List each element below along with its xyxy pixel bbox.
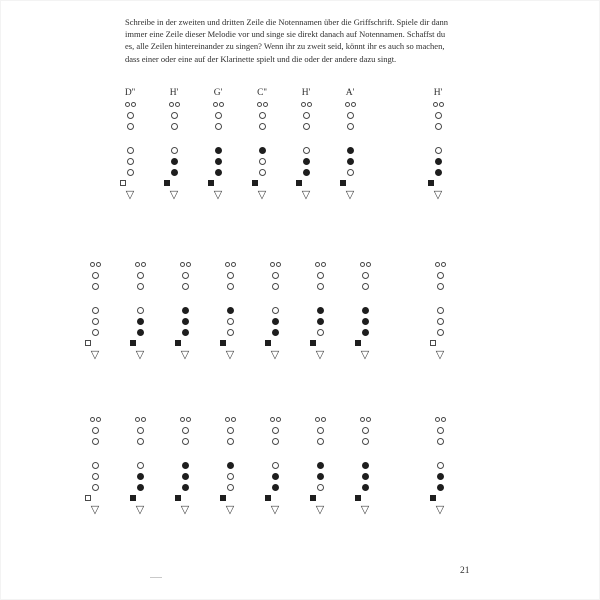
- fingering-column: [337, 88, 363, 200]
- tone-hole-open-icon: [92, 427, 99, 434]
- fingering-column: [205, 88, 231, 200]
- tone-hole-open-icon: [272, 307, 279, 314]
- key-square-closed-icon: [265, 495, 271, 501]
- bell-triangle-icon: ▽: [169, 188, 179, 201]
- small-hole-open-icon: [96, 417, 101, 422]
- small-hole-open-icon: [175, 102, 180, 107]
- small-hole-open-icon: [276, 262, 281, 267]
- tone-hole-closed-icon: [362, 307, 369, 314]
- small-hole-open-icon: [141, 262, 146, 267]
- double-hole-pair-icon: [225, 262, 236, 267]
- tone-hole-open-icon: [362, 272, 369, 279]
- tone-hole-open-icon: [127, 158, 134, 165]
- key-square-open-icon: [120, 180, 126, 186]
- tone-hole-open-icon: [92, 283, 99, 290]
- bell-triangle-icon: ▽: [225, 348, 235, 361]
- bell-triangle-icon: ▽: [345, 188, 355, 201]
- bell-triangle-icon: ▽: [315, 348, 325, 361]
- tone-hole-closed-icon: [272, 473, 279, 480]
- tone-hole-closed-icon: [272, 329, 279, 336]
- double-hole-pair-icon: [169, 102, 180, 107]
- double-hole-pair-icon: [435, 417, 446, 422]
- double-hole-pair-icon: [270, 262, 281, 267]
- bell-triangle-icon: ▽: [213, 188, 223, 201]
- small-hole-open-icon: [141, 417, 146, 422]
- note-name-label: A': [345, 88, 355, 98]
- fingering-column: [352, 417, 378, 515]
- note-name-label: G': [213, 88, 223, 98]
- tone-hole-open-icon: [127, 169, 134, 176]
- tone-hole-open-icon: [317, 283, 324, 290]
- small-hole-open-icon: [345, 102, 350, 107]
- double-hole-pair-icon: [345, 102, 356, 107]
- tone-hole-open-icon: [171, 123, 178, 130]
- key-square-closed-icon: [130, 340, 136, 346]
- tone-hole-closed-icon: [347, 147, 354, 154]
- tone-hole-closed-icon: [182, 473, 189, 480]
- small-hole-open-icon: [270, 417, 275, 422]
- small-hole-open-icon: [435, 417, 440, 422]
- tone-hole-closed-icon: [215, 147, 222, 154]
- note-name-label: H': [433, 88, 443, 98]
- tone-hole-closed-icon: [437, 473, 444, 480]
- small-hole-open-icon: [131, 102, 136, 107]
- small-hole-open-icon: [263, 102, 268, 107]
- tone-hole-open-icon: [303, 112, 310, 119]
- tone-hole-open-icon: [435, 112, 442, 119]
- fingering-column: [293, 88, 319, 200]
- bell-triangle-icon: ▽: [90, 503, 100, 516]
- tone-hole-open-icon: [227, 438, 234, 445]
- bell-triangle-icon: ▽: [180, 348, 190, 361]
- tone-hole-open-icon: [272, 438, 279, 445]
- small-hole-open-icon: [186, 262, 191, 267]
- double-hole-pair-icon: [315, 262, 326, 267]
- small-hole-open-icon: [225, 417, 230, 422]
- fingering-column: [217, 262, 243, 360]
- small-hole-open-icon: [439, 102, 444, 107]
- tone-hole-closed-icon: [137, 329, 144, 336]
- small-hole-open-icon: [90, 417, 95, 422]
- key-square-closed-icon: [428, 180, 434, 186]
- tone-hole-open-icon: [171, 112, 178, 119]
- small-hole-open-icon: [180, 417, 185, 422]
- small-hole-open-icon: [169, 102, 174, 107]
- key-square-closed-icon: [355, 340, 361, 346]
- double-hole-pair-icon: [301, 102, 312, 107]
- tone-hole-open-icon: [437, 272, 444, 279]
- tone-hole-open-icon: [435, 123, 442, 130]
- instruction-line: immer eine Zeile dieser Melodie vor und singe sie direkt danach auf Notennamen. Schaffst du: [125, 29, 446, 40]
- fingering-column: [307, 262, 333, 360]
- small-hole-open-icon: [360, 262, 365, 267]
- fingering-column: [82, 417, 108, 515]
- fingering-column: [127, 417, 153, 515]
- tone-hole-open-icon: [227, 272, 234, 279]
- tone-hole-closed-icon: [182, 318, 189, 325]
- small-hole-open-icon: [125, 102, 130, 107]
- tone-hole-closed-icon: [137, 473, 144, 480]
- tone-hole-open-icon: [127, 112, 134, 119]
- tone-hole-open-icon: [182, 438, 189, 445]
- bell-triangle-icon: ▽: [270, 503, 280, 516]
- bell-triangle-icon: ▽: [315, 503, 325, 516]
- bell-triangle-icon: ▽: [90, 348, 100, 361]
- double-hole-pair-icon: [180, 262, 191, 267]
- tone-hole-open-icon: [215, 112, 222, 119]
- tone-hole-open-icon: [182, 272, 189, 279]
- tone-hole-closed-icon: [182, 329, 189, 336]
- tone-hole-open-icon: [182, 283, 189, 290]
- tone-hole-open-icon: [317, 329, 324, 336]
- tone-hole-closed-icon: [437, 484, 444, 491]
- tone-hole-closed-icon: [362, 318, 369, 325]
- key-square-closed-icon: [265, 340, 271, 346]
- tone-hole-open-icon: [347, 123, 354, 130]
- double-hole-pair-icon: [225, 417, 236, 422]
- tone-hole-open-icon: [227, 484, 234, 491]
- tone-hole-open-icon: [317, 427, 324, 434]
- tone-hole-closed-icon: [182, 307, 189, 314]
- small-hole-open-icon: [315, 262, 320, 267]
- small-hole-open-icon: [225, 262, 230, 267]
- bell-triangle-icon: ▽: [180, 503, 190, 516]
- fingering-column: [307, 417, 333, 515]
- key-square-closed-icon: [130, 495, 136, 501]
- note-name-label: H': [301, 88, 311, 98]
- tone-hole-closed-icon: [362, 329, 369, 336]
- note-name-label: H': [169, 88, 179, 98]
- tone-hole-open-icon: [127, 147, 134, 154]
- tone-hole-closed-icon: [137, 484, 144, 491]
- instruction-line: Schreibe in der zweiten und dritten Zeile die Notennamen über die Griffschrift. Spiele dir dann: [125, 17, 448, 27]
- key-square-closed-icon: [175, 340, 181, 346]
- tone-hole-closed-icon: [182, 462, 189, 469]
- tone-hole-open-icon: [435, 147, 442, 154]
- tone-hole-open-icon: [259, 112, 266, 119]
- tone-hole-open-icon: [437, 283, 444, 290]
- key-square-closed-icon: [164, 180, 170, 186]
- fingering-column: [217, 417, 243, 515]
- small-hole-open-icon: [219, 102, 224, 107]
- fingering-column: [117, 88, 143, 200]
- fingering-column: [352, 262, 378, 360]
- tone-hole-open-icon: [272, 427, 279, 434]
- tone-hole-open-icon: [347, 169, 354, 176]
- small-hole-open-icon: [315, 417, 320, 422]
- tone-hole-open-icon: [137, 272, 144, 279]
- bell-triangle-icon: ▽: [360, 503, 370, 516]
- key-square-open-icon: [85, 340, 91, 346]
- tone-hole-open-icon: [317, 438, 324, 445]
- tone-hole-open-icon: [437, 462, 444, 469]
- key-square-closed-icon: [310, 340, 316, 346]
- small-hole-open-icon: [441, 417, 446, 422]
- tone-hole-closed-icon: [317, 318, 324, 325]
- bell-triangle-icon: ▽: [135, 348, 145, 361]
- key-square-closed-icon: [208, 180, 214, 186]
- small-hole-open-icon: [433, 102, 438, 107]
- double-hole-pair-icon: [90, 262, 101, 267]
- small-hole-open-icon: [276, 417, 281, 422]
- double-hole-pair-icon: [180, 417, 191, 422]
- tone-hole-open-icon: [303, 147, 310, 154]
- tone-hole-closed-icon: [435, 158, 442, 165]
- small-hole-open-icon: [435, 262, 440, 267]
- tone-hole-closed-icon: [171, 158, 178, 165]
- tone-hole-open-icon: [137, 427, 144, 434]
- fingering-column: [249, 88, 275, 200]
- tone-hole-open-icon: [92, 438, 99, 445]
- double-hole-pair-icon: [257, 102, 268, 107]
- fingering-column: [427, 417, 453, 515]
- tone-hole-closed-icon: [347, 158, 354, 165]
- double-hole-pair-icon: [433, 102, 444, 107]
- tone-hole-open-icon: [227, 427, 234, 434]
- double-hole-pair-icon: [135, 417, 146, 422]
- bell-triangle-icon: ▽: [270, 348, 280, 361]
- tone-hole-closed-icon: [362, 473, 369, 480]
- tone-hole-open-icon: [259, 169, 266, 176]
- small-hole-open-icon: [180, 262, 185, 267]
- key-square-closed-icon: [430, 495, 436, 501]
- instruction-line: dass einer oder eine auf der Klarinette spielt und die oder der andere dazu singt.: [125, 53, 397, 64]
- tone-hole-closed-icon: [215, 169, 222, 176]
- tone-hole-closed-icon: [272, 318, 279, 325]
- small-hole-open-icon: [366, 417, 371, 422]
- page-number: 21: [460, 566, 470, 576]
- tone-hole-open-icon: [272, 283, 279, 290]
- double-hole-pair-icon: [135, 262, 146, 267]
- fingering-column: [172, 417, 198, 515]
- footer-dash: [150, 577, 162, 578]
- tone-hole-open-icon: [272, 462, 279, 469]
- small-hole-open-icon: [360, 417, 365, 422]
- tone-hole-open-icon: [127, 123, 134, 130]
- tone-hole-open-icon: [182, 427, 189, 434]
- fingering-column: [425, 88, 451, 200]
- fingering-column: [262, 417, 288, 515]
- bell-triangle-icon: ▽: [435, 348, 445, 361]
- small-hole-open-icon: [231, 262, 236, 267]
- tone-hole-open-icon: [227, 473, 234, 480]
- small-hole-open-icon: [441, 262, 446, 267]
- tone-hole-open-icon: [137, 283, 144, 290]
- tone-hole-closed-icon: [317, 462, 324, 469]
- tone-hole-open-icon: [259, 158, 266, 165]
- key-square-open-icon: [85, 495, 91, 501]
- tone-hole-open-icon: [227, 283, 234, 290]
- double-hole-pair-icon: [315, 417, 326, 422]
- fingering-column: [127, 262, 153, 360]
- double-hole-pair-icon: [360, 417, 371, 422]
- fingering-column: [161, 88, 187, 200]
- small-hole-open-icon: [96, 262, 101, 267]
- key-square-closed-icon: [220, 340, 226, 346]
- key-square-closed-icon: [340, 180, 346, 186]
- tone-hole-closed-icon: [182, 484, 189, 491]
- tone-hole-closed-icon: [259, 147, 266, 154]
- small-hole-open-icon: [213, 102, 218, 107]
- tone-hole-open-icon: [347, 112, 354, 119]
- bell-triangle-icon: ▽: [360, 348, 370, 361]
- tone-hole-open-icon: [227, 318, 234, 325]
- double-hole-pair-icon: [90, 417, 101, 422]
- tone-hole-open-icon: [362, 438, 369, 445]
- small-hole-open-icon: [366, 262, 371, 267]
- tone-hole-open-icon: [137, 438, 144, 445]
- key-square-closed-icon: [252, 180, 258, 186]
- fingering-column: [427, 262, 453, 360]
- bell-triangle-icon: ▽: [435, 503, 445, 516]
- tone-hole-open-icon: [92, 462, 99, 469]
- double-hole-pair-icon: [360, 262, 371, 267]
- tone-hole-open-icon: [92, 272, 99, 279]
- tone-hole-open-icon: [362, 283, 369, 290]
- double-hole-pair-icon: [270, 417, 281, 422]
- note-name-label: C'': [257, 88, 267, 98]
- tone-hole-open-icon: [92, 307, 99, 314]
- tone-hole-closed-icon: [137, 318, 144, 325]
- tone-hole-closed-icon: [215, 158, 222, 165]
- tone-hole-closed-icon: [362, 462, 369, 469]
- tone-hole-open-icon: [437, 318, 444, 325]
- tone-hole-open-icon: [437, 329, 444, 336]
- small-hole-open-icon: [186, 417, 191, 422]
- key-square-closed-icon: [175, 495, 181, 501]
- key-square-open-icon: [430, 340, 436, 346]
- fingering-column: [262, 262, 288, 360]
- key-square-closed-icon: [296, 180, 302, 186]
- tone-hole-closed-icon: [227, 462, 234, 469]
- small-hole-open-icon: [351, 102, 356, 107]
- tone-hole-open-icon: [215, 123, 222, 130]
- tone-hole-open-icon: [92, 484, 99, 491]
- tone-hole-closed-icon: [303, 169, 310, 176]
- tone-hole-open-icon: [437, 427, 444, 434]
- tone-hole-closed-icon: [227, 307, 234, 314]
- instruction-line: es, alle Zeilen hintereinander zu singen? Wenn ihr zu zweit seid, könnt ihr es auch so machen,: [125, 41, 445, 52]
- fingering-column: [172, 262, 198, 360]
- bell-triangle-icon: ▽: [301, 188, 311, 201]
- tone-hole-open-icon: [171, 147, 178, 154]
- note-name-label: D'': [124, 88, 136, 98]
- bell-triangle-icon: ▽: [125, 188, 135, 201]
- tone-hole-closed-icon: [317, 307, 324, 314]
- small-hole-open-icon: [307, 102, 312, 107]
- tone-hole-open-icon: [137, 462, 144, 469]
- tone-hole-closed-icon: [362, 484, 369, 491]
- tone-hole-closed-icon: [272, 484, 279, 491]
- bell-triangle-icon: ▽: [433, 188, 443, 201]
- tone-hole-open-icon: [272, 272, 279, 279]
- bell-triangle-icon: ▽: [257, 188, 267, 201]
- tone-hole-open-icon: [92, 473, 99, 480]
- small-hole-open-icon: [90, 262, 95, 267]
- tone-hole-open-icon: [137, 307, 144, 314]
- tone-hole-open-icon: [259, 123, 266, 130]
- small-hole-open-icon: [270, 262, 275, 267]
- tone-hole-open-icon: [437, 438, 444, 445]
- small-hole-open-icon: [321, 262, 326, 267]
- tone-hole-open-icon: [92, 329, 99, 336]
- tone-hole-open-icon: [92, 318, 99, 325]
- tone-hole-closed-icon: [435, 169, 442, 176]
- tone-hole-closed-icon: [171, 169, 178, 176]
- small-hole-open-icon: [257, 102, 262, 107]
- small-hole-open-icon: [231, 417, 236, 422]
- small-hole-open-icon: [135, 262, 140, 267]
- tone-hole-closed-icon: [317, 473, 324, 480]
- double-hole-pair-icon: [125, 102, 136, 107]
- key-square-closed-icon: [355, 495, 361, 501]
- bell-triangle-icon: ▽: [225, 503, 235, 516]
- tone-hole-open-icon: [362, 427, 369, 434]
- tone-hole-open-icon: [227, 329, 234, 336]
- double-hole-pair-icon: [435, 262, 446, 267]
- bell-triangle-icon: ▽: [135, 503, 145, 516]
- small-hole-open-icon: [301, 102, 306, 107]
- key-square-closed-icon: [310, 495, 316, 501]
- tone-hole-open-icon: [317, 272, 324, 279]
- small-hole-open-icon: [321, 417, 326, 422]
- double-hole-pair-icon: [213, 102, 224, 107]
- tone-hole-open-icon: [437, 307, 444, 314]
- fingering-column: [82, 262, 108, 360]
- small-hole-open-icon: [135, 417, 140, 422]
- tone-hole-open-icon: [303, 123, 310, 130]
- tone-hole-closed-icon: [303, 158, 310, 165]
- tone-hole-open-icon: [317, 484, 324, 491]
- key-square-closed-icon: [220, 495, 226, 501]
